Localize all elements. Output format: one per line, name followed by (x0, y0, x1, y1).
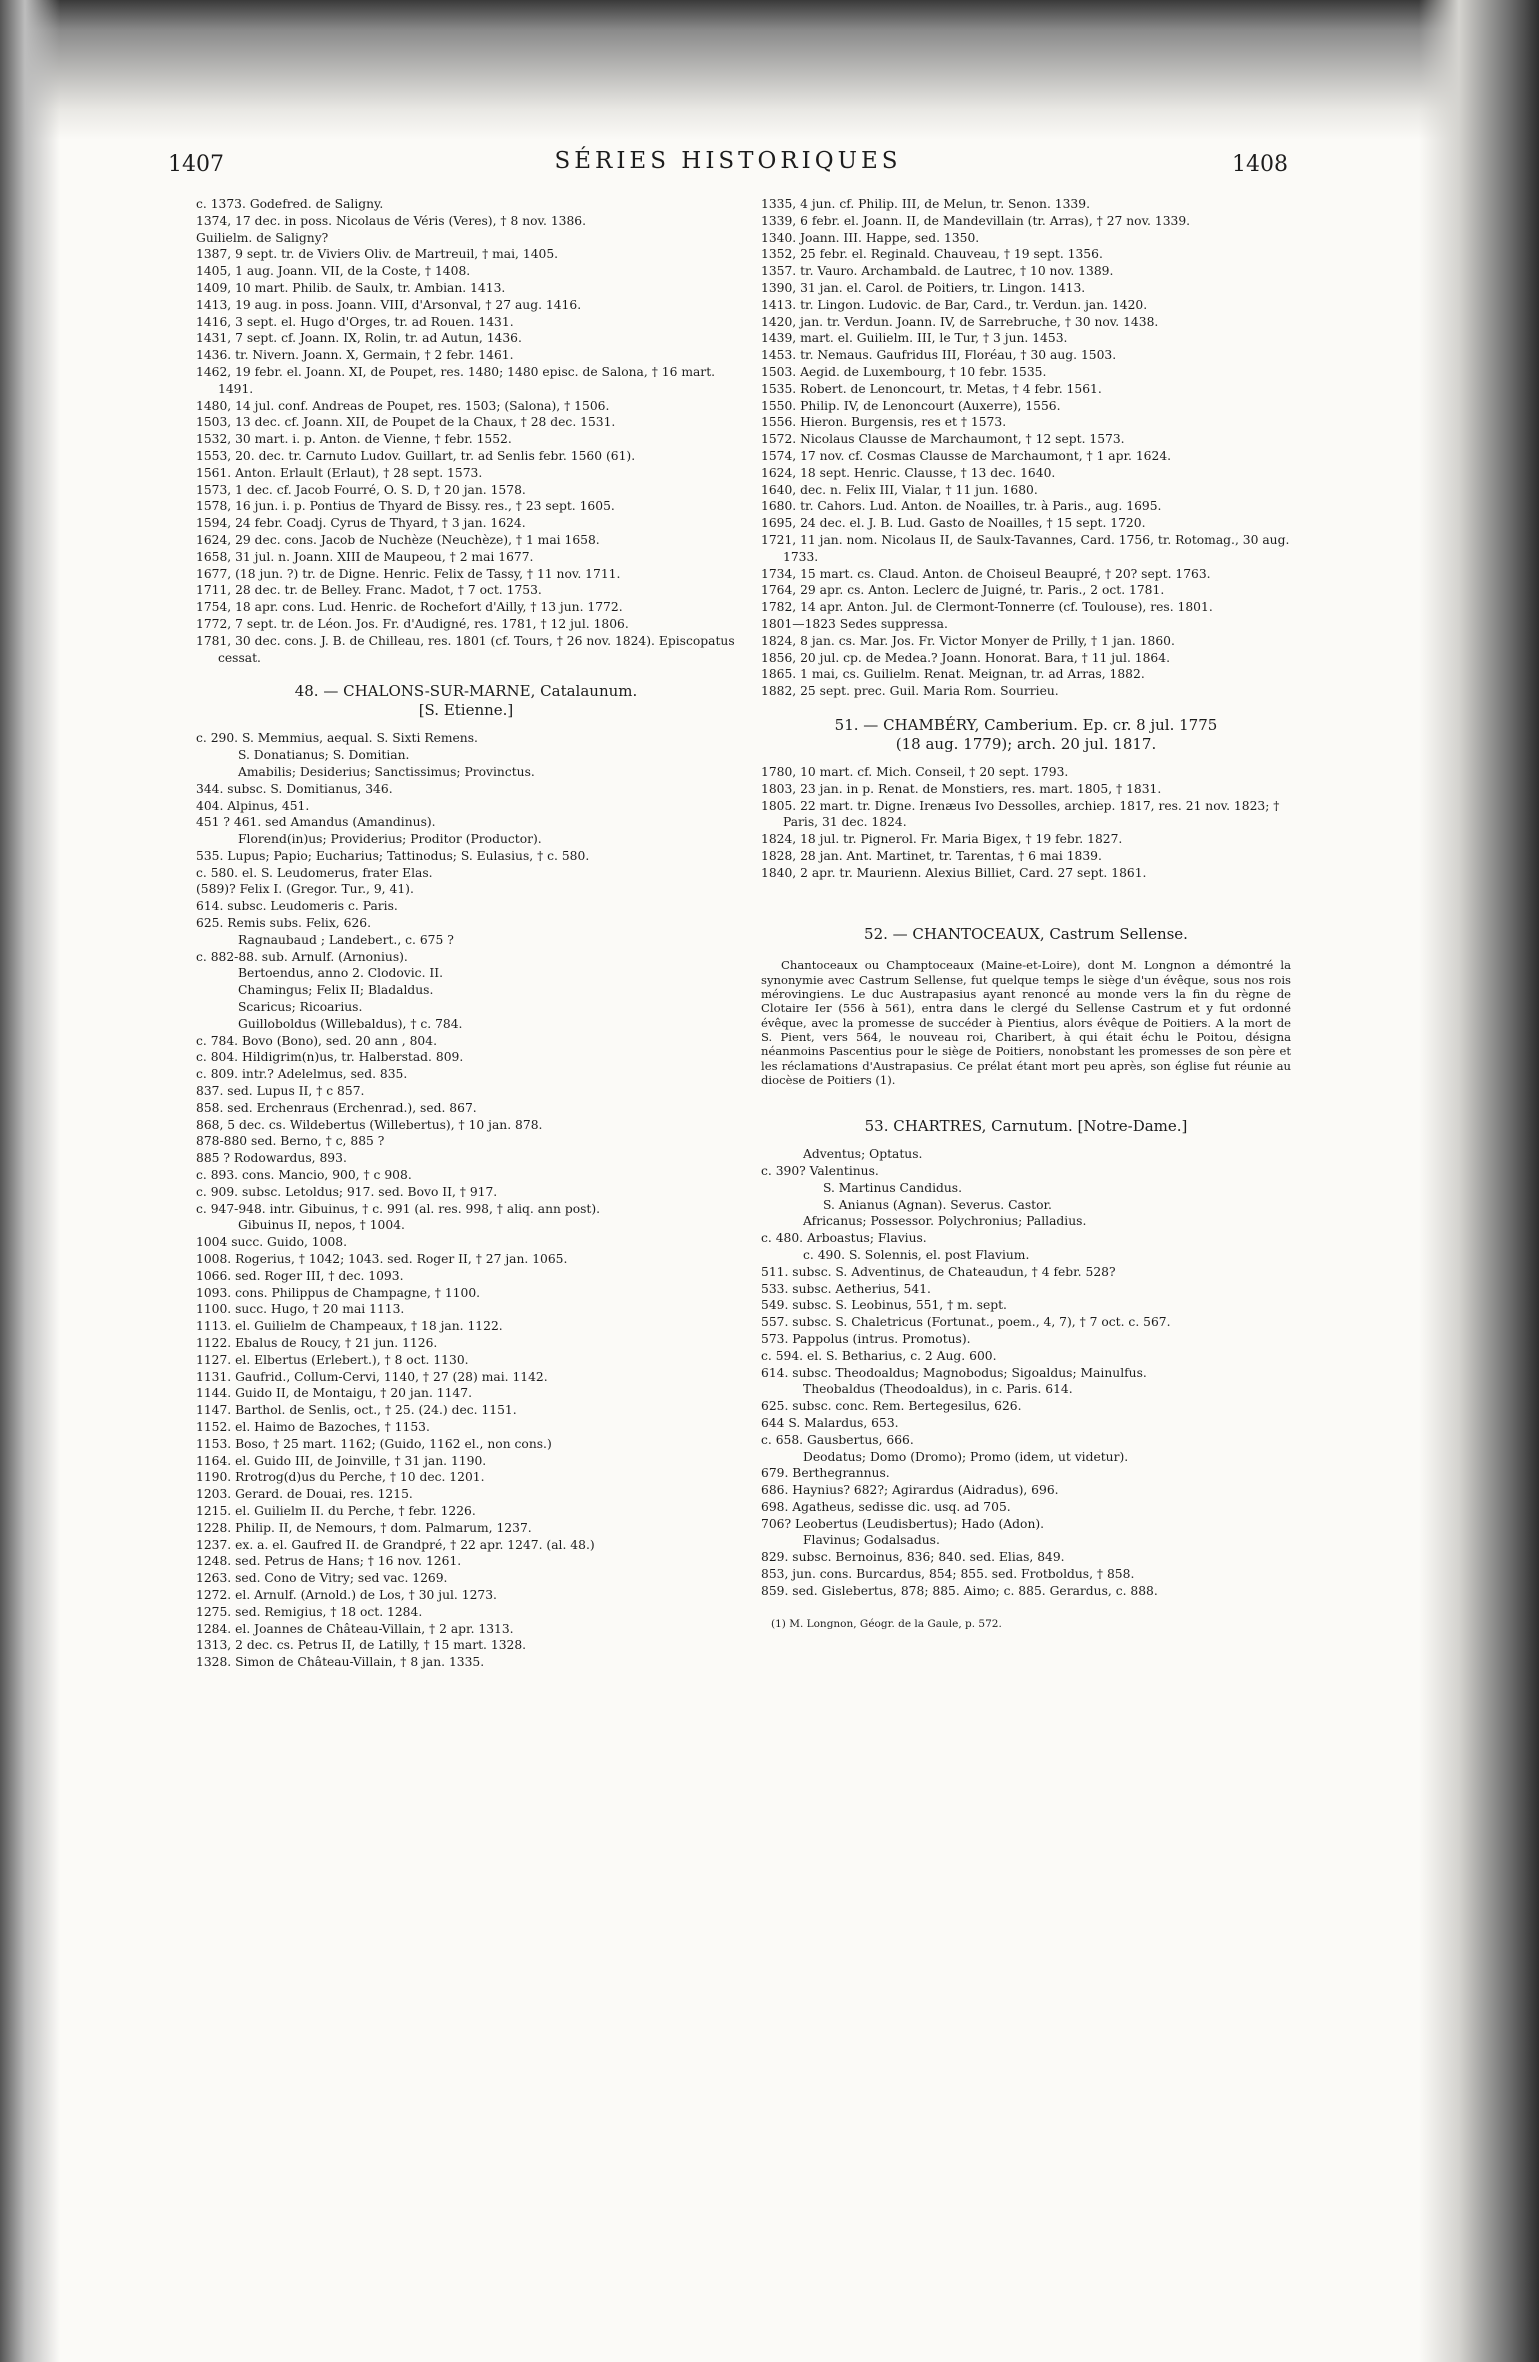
list-entry: c. 480. Arboastus; Flavius. (761, 1231, 927, 1246)
list-entry: 1008. Rogerius, † 1042; 1043. sed. Roger II, † 27 jan. 1065. (196, 1252, 568, 1267)
list-entry: 1093. cons. Philippus de Champagne, † 1100. (196, 1285, 481, 1300)
list-entry: S. Anianus (Agnan). Severus. Castor. (823, 1197, 1052, 1212)
list-entry: Chamingus; Felix II; Bladaldus. (238, 983, 434, 998)
list-entry: c. 893. cons. Mancio, 900, † c 908. (196, 1168, 412, 1183)
list-entry: 1203. Gerard. de Douai, res. 1215. (196, 1487, 413, 1502)
page-edge-shadow-top (0, 0, 1539, 140)
list-entry: 686. Haynius? 682?; Agirardus (Aidradus), 696. (761, 1483, 1059, 1498)
list-entry: 1004 succ. Guido, 1008. (196, 1235, 347, 1250)
list-entry: 1263. sed. Cono de Vitry; sed vac. 1269. (196, 1571, 448, 1586)
list-entry: 885 ? Rodowardus, 893. (196, 1151, 347, 1166)
list-entry: 698. Agatheus, sedisse dic. usq. ad 705. (761, 1499, 1011, 1514)
list-entry: 1754, 18 apr. cons. Lud. Henric. de Rochefort d'Ailly, † 13 jun. 1772. (196, 600, 623, 615)
section-53-heading (761, 1117, 1291, 1136)
list-entry: (589)? Felix I. (Gregor. Tur., 9, 41). (196, 882, 414, 897)
list-entry: 1431, 7 sept. cf. Joann. IX, Rolin, tr. ad Autun, 1436. (196, 331, 522, 346)
list-entry: 1340. Joann. III. Happe, sed. 1350. (761, 230, 980, 245)
list-entry: Guilielm. de Saligny? (196, 230, 329, 245)
list-entry: 1284. el. Joannes de Château-Villain, † 2 apr. 1313. (196, 1621, 514, 1636)
list-entry: 1436. tr. Nivern. Joann. X, Germain, † 2 febr. 1461. (196, 348, 514, 363)
section-48-subtitle: [S. Etienne.] (418, 701, 514, 720)
chalons-list-continued (196, 196, 736, 666)
page-title: SÉRIES HISTORIQUES (554, 148, 902, 174)
list-entry: c. 809. intr.? Adelelmus, sed. 835. (196, 1067, 408, 1082)
list-entry: 1272. el. Arnulf. (Arnold.) de Los, † 30 jul. 1273. (196, 1587, 497, 1602)
left-column (196, 196, 736, 1671)
list-entry: 1439, mart. el. Guilielm. III, le Tur, † 3 jun. 1453. (761, 331, 1068, 346)
list-entry: c. 594. el. S. Betharius, c. 2 Aug. 600. (761, 1348, 997, 1363)
list-entry: 1409, 10 mart. Philib. de Saulx, tr. Ambian. 1413. (196, 280, 506, 295)
list-entry: 706? Leobertus (Leudisbertus); Hado (Adon). (761, 1516, 1045, 1531)
list-entry: 1190. Rrotrog(d)us du Perche, † 10 dec. 1201. (196, 1470, 485, 1485)
list-entry: 1152. el. Haimo de Bazoches, † 1153. (196, 1419, 430, 1434)
list-entry: 573. Pappolus (intrus. Promotus). (761, 1331, 971, 1346)
list-entry: Amabilis; Desiderius; Sanctissimus; Provinctus. (238, 764, 535, 779)
list-entry: 1153. Boso, † 25 mart. 1162; (Guido, 1162 el., non cons.) (196, 1436, 552, 1451)
list-entry: c. 882-88. sub. Arnulf. (Arnonius). (196, 949, 408, 964)
list-entry: 1416, 3 sept. el. Hugo d'Orges, tr. ad Rouen. 1431. (196, 314, 514, 329)
list-entry: 1413. tr. Lingon. Ludovic. de Bar, Card., tr. Verdun. jan. 1420. (761, 297, 1148, 312)
list-entry: 1100. succ. Hugo, † 20 mai 1113. (196, 1302, 405, 1317)
page-number-right: 1408 (1232, 152, 1288, 177)
list-entry: 1357. tr. Vauro. Archambald. de Lautrec, † 10 nov. 1389. (761, 264, 1114, 279)
section-51-heading (761, 716, 1291, 754)
list-entry: 1803, 23 jan. in p. Renat. de Monstiers, res. mart. 1805, † 1831. (761, 781, 1162, 796)
list-entry: 1374, 17 dec. in poss. Nicolaus de Véris (Veres), † 8 nov. 1386. (196, 213, 587, 228)
list-entry: 878-880 sed. Berno, † c, 885 ? (196, 1134, 385, 1149)
list-entry: 1113. el. Guilielm de Champeaux, † 18 jan. 1122. (196, 1319, 503, 1334)
list-entry: Florend(in)us; Providerius; Proditor (Productor). (238, 832, 542, 847)
list-entry: 1122. Ebalus de Roucy, † 21 jun. 1126. (196, 1336, 438, 1350)
list-entry: 868, 5 dec. cs. Wildebertus (Willebertus), † 10 jan. 878. (196, 1117, 543, 1132)
chambery-list (761, 764, 1291, 882)
list-entry: 853, jun. cons. Burcardus, 854; 855. sed. Frotboldus, † 858. (761, 1567, 1135, 1582)
list-entry: S. Donatianus; S. Domitian. (238, 748, 410, 763)
right-column (761, 196, 1291, 1632)
section-53-title: 53. CHARTRES, Carnutum. [Notre-Dame.] (864, 1117, 1188, 1136)
list-entry: 511. subsc. S. Adventinus, de Chateaudun, † 4 febr. 528? (761, 1264, 1116, 1279)
list-entry: 1824, 8 jan. cs. Mar. Jos. Fr. Victor Monyer de Prilly, † 1 jan. 1860. (761, 633, 1175, 648)
list-entry: Bertoendus, anno 2. Clodovic. II. (238, 966, 444, 981)
list-entry: 1658, 31 jul. n. Joann. XIII de Maupeou, † 2 mai 1677. (196, 549, 534, 564)
list-entry: c. 909. subsc. Letoldus; 917. sed. Bovo II, † 917. (196, 1184, 498, 1199)
list-entry: Deodatus; Domo (Dromo); Promo (idem, ut videtur). (803, 1449, 1129, 1464)
list-entry: 1535. Robert. de Lenoncourt, tr. Metas, † 4 febr. 1561. (761, 381, 1102, 396)
list-entry: 1573, 1 dec. cf. Jacob Fourré, O. S. D, † 20 jan. 1578. (196, 482, 526, 497)
section-51-title: 51. — CHAMBÉRY, Camberium. Ep. cr. 8 jul. 1775 (834, 715, 1218, 734)
chalons-sur-marne-list (196, 730, 736, 1671)
list-entry: 451 ? 461. sed Amandus (Amandinus). (196, 815, 436, 830)
list-entry: 344. subsc. S. Domitianus, 346. (196, 781, 393, 796)
list-entry: 1828, 28 jan. Ant. Martinet, tr. Tarentas, † 6 mai 1839. (761, 848, 1102, 863)
list-entry: c. 658. Gausbertus, 666. (761, 1432, 914, 1447)
list-entry: 1721, 11 jan. nom. Nicolaus II, de Saulx-Tavannes, Card. 1756, tr. Rotomag., 30 aug. 1733. (761, 532, 1290, 564)
list-entry: 625. Remis subs. Felix, 626. (196, 916, 372, 931)
list-entry: 1066. sed. Roger III, † dec. 1093. (196, 1268, 404, 1283)
list-entry: S. Martinus Candidus. (823, 1180, 963, 1195)
list-entry: 679. Berthegrannus. (761, 1466, 890, 1481)
list-entry: 1840, 2 apr. tr. Maurienn. Alexius Billiet, Card. 27 sept. 1861. (761, 865, 1147, 880)
page-header (168, 148, 1288, 188)
list-entry: 1772, 7 sept. tr. de Léon. Jos. Fr. d'Audigné, res. 1781, † 12 jul. 1806. (196, 616, 629, 631)
list-entry: c. 804. Hildigrim(n)us, tr. Halberstad. 809. (196, 1050, 464, 1065)
list-entry: 549. subsc. S. Leobinus, 551, † m. sept. (761, 1298, 1007, 1313)
list-entry: 1764, 29 apr. cs. Anton. Leclerc de Juigné, tr. Paris., 2 oct. 1781. (761, 583, 1165, 598)
list-entry: 644 S. Malardus, 653. (761, 1415, 899, 1430)
list-entry: 837. sed. Lupus II, † c 857. (196, 1084, 365, 1099)
list-entry: 1405, 1 aug. Joann. VII, de la Coste, † 1408. (196, 264, 471, 279)
section-48-title: 48. — CHALONS-SUR-MARNE, Catalaunum. (294, 682, 638, 701)
list-entry: 1578, 16 jun. i. p. Pontius de Thyard de Bissy. res., † 23 sept. 1605. (196, 499, 615, 514)
list-entry: 1503. Aegid. de Luxembourg, † 10 febr. 1535. (761, 364, 1047, 379)
list-entry: c. 290. S. Memmius, aequal. S. Sixti Remens. (196, 731, 478, 746)
section-52-title: 52. — CHANTOCEAUX, Castrum Sellense. (864, 925, 1188, 944)
list-entry: 557. subsc. S. Chaletricus (Fortunat., poem., 4, 7), † 7 oct. c. 567. (761, 1315, 1171, 1330)
list-entry: 1561. Anton. Erlault (Erlaut), † 28 sept. 1573. (196, 465, 483, 480)
page-edge-shadow-left (0, 0, 60, 2362)
list-entry: 1313, 2 dec. cs. Petrus II, de Latilly, † 15 mart. 1328. (196, 1638, 527, 1653)
list-entry: 1711, 28 dec. tr. de Belley. Franc. Madot, † 7 oct. 1753. (196, 583, 542, 598)
list-entry: 1824, 18 jul. tr. Pignerol. Fr. Maria Bigex, † 19 febr. 1827. (761, 832, 1123, 847)
list-entry: 1328. Simon de Château-Villain, † 8 jan. 1335. (196, 1655, 485, 1670)
list-entry: 1624, 18 sept. Henric. Clausse, † 13 dec. 1640. (761, 465, 1056, 480)
list-entry: c. 390? Valentinus. (761, 1163, 879, 1178)
list-entry: 1572. Nicolaus Clausse de Marchaumont, † 12 sept. 1573. (761, 432, 1125, 447)
list-entry: 1339, 6 febr. el. Joann. II, de Mandevillain (tr. Arras), † 27 nov. 1339. (761, 213, 1191, 228)
list-entry: Gibuinus II, nepos, † 1004. (238, 1218, 405, 1233)
section-51-subtitle: (18 aug. 1779); arch. 20 jul. 1817. (895, 734, 1157, 753)
list-entry: 1335, 4 jun. cf. Philip. III, de Melun, tr. Senon. 1339. (761, 197, 1090, 211)
list-entry: Scaricus; Ricoarius. (238, 1000, 363, 1015)
page-edge-shadow-right (1419, 0, 1539, 2362)
list-entry: 1680. tr. Cahors. Lud. Anton. de Noailles, tr. à Paris., aug. 1695. (761, 499, 1162, 514)
list-entry: 533. subsc. Aetherius, 541. (761, 1281, 931, 1296)
list-entry: c. 490. S. Solennis, el. post Flavium. (803, 1247, 1030, 1262)
list-entry: 1420, jan. tr. Verdun. Joann. IV, de Sarrebruche, † 30 nov. 1438. (761, 314, 1159, 329)
list-entry: 1865. 1 mai, cs. Guilielm. Renat. Meignan, tr. ad Arras, 1882. (761, 667, 1145, 682)
list-entry: 1228. Philip. II, de Nemours, † dom. Palmarum, 1237. (196, 1520, 532, 1535)
list-entry: 1553, 20. dec. tr. Carnuto Ludov. Guillart, tr. ad Senlis febr. 1560 (61). (196, 448, 636, 463)
list-entry: 1215. el. Guilielm II. du Perche, † febr. 1226. (196, 1503, 476, 1518)
list-entry: 1480, 14 jul. conf. Andreas de Poupet, res. 1503; (Salona), † 1506. (196, 398, 610, 413)
list-entry: Adventus; Optatus. (803, 1147, 923, 1162)
footnote: (1) M. Longnon, Géogr. de la Gaule, p. 572. (771, 1617, 1002, 1630)
list-entry: 1594, 24 febr. Coadj. Cyrus de Thyard, † 3 jan. 1624. (196, 516, 526, 531)
list-entry: 858. sed. Erchenraus (Erchenrad.), sed. 867. (196, 1100, 477, 1115)
list-entry: 1164. el. Guido III, de Joinville, † 31 jan. 1190. (196, 1453, 487, 1468)
list-entry: 1734, 15 mart. cs. Claud. Anton. de Choiseul Beaupré, † 20? sept. 1763. (761, 566, 1211, 581)
list-entry: 1390, 31 jan. el. Carol. de Poitiers, tr. Lingon. 1413. (761, 280, 1086, 295)
list-entry: 1503, 13 dec. cf. Joann. XII, de Poupet de la Chaux, † 28 dec. 1531. (196, 415, 616, 430)
list-entry: 829. subsc. Bernoinus, 836; 840. sed. Elias, 849. (761, 1550, 1065, 1565)
list-entry: 1624, 29 dec. cons. Jacob de Nuchèze (Neuchèze), † 1 mai 1658. (196, 532, 600, 547)
list-entry: 1131. Gaufrid., Collum-Cervi, 1140, † 27 (28) mai. 1142. (196, 1369, 548, 1384)
list-entry: 625. subsc. conc. Rem. Bertegesilus, 626. (761, 1399, 1022, 1414)
list-entry: c. 784. Bovo (Bono), sed. 20 ann , 804. (196, 1033, 437, 1048)
list-entry: 1147. Barthol. de Senlis, oct., † 25. (24.) dec. 1151. (196, 1403, 517, 1418)
list-entry: 1805. 22 mart. tr. Digne. Irenæus Ivo Dessolles, archiep. 1817, res. 21 nov. 1823; † Paris, 31 dec. 1824. (761, 798, 1280, 830)
list-entry: 1574, 17 nov. cf. Cosmas Clausse de Marchaumont, † 1 apr. 1624. (761, 448, 1172, 463)
list-entry: 1550. Philip. IV, de Lenoncourt (Auxerre), 1556. (761, 398, 1061, 413)
chartres-list (761, 1146, 1291, 1600)
list-entry: 1453. tr. Nemaus. Gaufridus III, Floréau, † 30 aug. 1503. (761, 348, 1117, 363)
list-entry: 614. subsc. Leudomeris c. Paris. (196, 899, 398, 914)
list-entry: c. 580. el. S. Leudomerus, frater Elas. (196, 865, 433, 880)
list-entry: 1882, 25 sept. prec. Guil. Maria Rom. Sourrieu. (761, 684, 1059, 699)
chantoceaux-paragraph: Chantoceaux ou Champtoceaux (Maine-et-Loire), dont M. Longnon a démontré la synonymie avec Castrum Sellense, fut quelque temps le siège d'un évêque, sous nos rois mérovingiens. Le duc Austrapasius ayant renoncé au monde vers la fin du règne de Clotaire Ier (556 à 561), entra dans le clergé du Sellense Castrum et y fut ordonné évêque, avec la promesse de succéder à Pientius, alors évêque de Poitiers. A la mort de S. Pient, vers 564, le nouveau roi, Charibert, à qui était échu le Poitou, désigna néanmoins Pascentius pour le siège de Poitiers, nonobstant les promesses de son père et les réclamations d'Austrapasius. Ce prélat étant mort peu après, son église fut réunie au diocèse de Poitiers (1). (761, 958, 1291, 1087)
list-entry: 1237. ex. a. el. Gaufred II. de Grandpré, † 22 apr. 1247. (al. 48.) (196, 1537, 595, 1552)
list-entry: 1462, 19 febr. el. Joann. XI, de Poupet, res. 1480; 1480 episc. de Salona, † 16 mart. 1491. (196, 364, 716, 396)
page-number-left: 1407 (168, 152, 224, 177)
list-entry: 1144. Guido II, de Montaigu, † 20 jan. 1147. (196, 1386, 472, 1401)
list-entry: 1801—1823 Sedes suppressa. (761, 616, 948, 631)
list-entry: Guilloboldus (Willebaldus), † c. 784. (238, 1016, 463, 1031)
chalons-list-continued-2 (761, 196, 1291, 700)
list-entry: 614. subsc. Theodoaldus; Magnobodus; Sigoaldus; Mainulfus. (761, 1365, 1147, 1380)
list-entry: 1856, 20 jul. cp. de Medea.? Joann. Honorat. Bara, † 11 jul. 1864. (761, 650, 1170, 665)
list-entry: 1781, 30 dec. cons. J. B. de Chilleau, res. 1801 (cf. Tours, † 26 nov. 1824). Episcopatus cessat. (196, 633, 735, 665)
list-entry: Ragnaubaud ; Landebert., c. 675 ? (238, 932, 454, 947)
section-52-heading (761, 925, 1291, 944)
list-entry: c. 1373. Godefred. de Saligny. (196, 197, 384, 211)
list-entry: 1248. sed. Petrus de Hans; † 16 nov. 1261. (196, 1554, 462, 1569)
list-entry: Africanus; Possessor. Polychronius; Palladius. (803, 1214, 1087, 1229)
list-entry: Flavinus; Godalsadus. (803, 1533, 940, 1548)
list-entry: 404. Alpinus, 451. (196, 798, 310, 813)
list-entry: 535. Lupus; Papio; Eucharius; Tattinodus; S. Eulasius, † c. 580. (196, 848, 590, 863)
list-entry: 859. sed. Gislebertus, 878; 885. Aimo; c. 885. Gerardus, c. 888. (761, 1583, 1158, 1598)
list-entry: 1677, (18 jun. ?) tr. de Digne. Henric. Felix de Tassy, † 11 nov. 1711. (196, 566, 621, 581)
list-entry: 1532, 30 mart. i. p. Anton. de Vienne, † febr. 1552. (196, 432, 512, 447)
section-48-heading (196, 682, 736, 720)
list-entry: 1275. sed. Remigius, † 18 oct. 1284. (196, 1604, 423, 1619)
list-entry: 1695, 24 dec. el. J. B. Lud. Gasto de Noailles, † 15 sept. 1720. (761, 516, 1146, 531)
list-entry: 1782, 14 apr. Anton. Jul. de Clermont-Tonnerre (cf. Toulouse), res. 1801. (761, 600, 1213, 615)
list-entry: 1387, 9 sept. tr. de Viviers Oliv. de Martreuil, † mai, 1405. (196, 247, 559, 262)
list-entry: 1780, 10 mart. cf. Mich. Conseil, † 20 sept. 1793. (761, 764, 1069, 779)
list-entry: c. 947-948. intr. Gibuinus, † c. 991 (al. res. 998, † aliq. ann post). (196, 1201, 601, 1216)
list-entry: 1556. Hieron. Burgensis, res et † 1573. (761, 415, 1007, 430)
list-entry: 1640, dec. n. Felix III, Vialar, † 11 jun. 1680. (761, 482, 1038, 497)
list-entry: Theobaldus (Theodoaldus), in c. Paris. 614. (803, 1382, 1073, 1397)
list-entry: 1352, 25 febr. el. Reginald. Chauveau, † 19 sept. 1356. (761, 247, 1103, 262)
list-entry: 1127. el. Elbertus (Erlebert.), † 8 oct. 1130. (196, 1352, 469, 1367)
list-entry: 1413, 19 aug. in poss. Joann. VIII, d'Arsonval, † 27 aug. 1416. (196, 297, 582, 312)
